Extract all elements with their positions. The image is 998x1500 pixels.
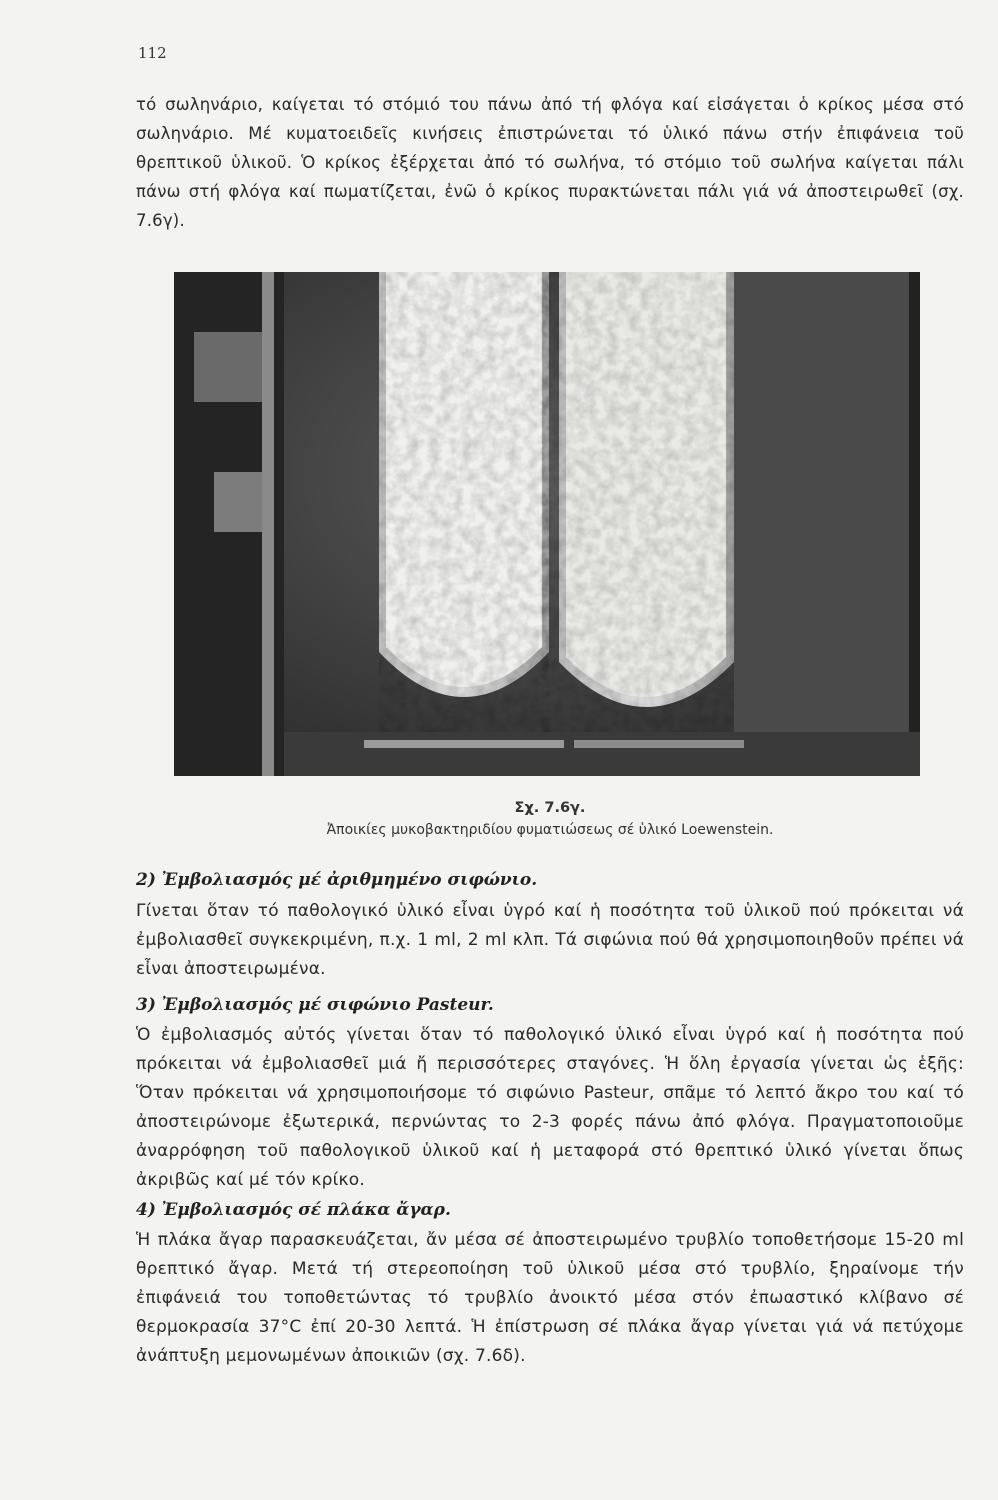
section-heading-3: 3) Ἐμβολιασμός μέ σιφώνιο Pasteur. bbox=[136, 995, 494, 1015]
intro-text: τό σωληνάριο, καίγεται τό στόμιό του πάνω ἀπό τή φλόγα καί εἰσάγεται ὁ κρίκος μέσα στό σωληνάριο. Μέ κυματοειδεῖς κινήσεις ἐπιστρώνεται τό ὑλικό πάνω στήν ἐπιφάνεια τοῦ θρεπτικοῦ ὑλικοῦ. Ὁ κρίκος ἐξέρχεται ἀπό τό σωλήνα, τό στόμιο τοῦ σωλήνα καίγεται πάλι πάνω στή φλόγα καί πωματίζεται, ἐνῶ ὁ κρίκος πυρακτώνεται πάλι γιά νά ἀποστειρωθεῖ (σχ. 7.6γ). bbox=[136, 95, 964, 230]
section-heading-4: 4) Ἐμβολιασμός σέ πλάκα ἄγαρ. bbox=[136, 1200, 451, 1220]
section-body-4 bbox=[136, 1226, 964, 1371]
figure-photo-culture-tubes bbox=[174, 272, 920, 776]
figure-label: Σχ. 7.6γ. bbox=[514, 800, 586, 816]
section-text-2: Γίνεται ὅταν τό παθολογικό ὑλικό εἶναι ὑγρό καί ἡ ποσότητα τοῦ ὑλικοῦ πού πρόκειται νά ἐμβολιασθεῖ συγκεκριμένη, π.χ. 1 ml, 2 ml κλπ. Τά σιφώνια πού θά χρησιμοποιηθοῦν πρέπει νά εἶναι ἀποστειρωμένα. bbox=[136, 901, 964, 979]
intro-paragraph bbox=[136, 90, 964, 235]
section-body-3 bbox=[136, 1021, 964, 1195]
section-heading-2: 2) Ἐμβολιασμός μέ ἀριθμημένο σιφώνιο. bbox=[136, 870, 538, 890]
section-text-3: Ὁ ἐμβολιασμός αὐτός γίνεται ὅταν τό παθολογικό ὑλικό εἶναι ὑγρό καί ἡ ποσότητα πού πρόκειται νά ἐμβολιασθεῖ μιά ἤ περισσότερες σταγόνες. Ἡ ὅλη ἐργασία γίνεται ὡς ἑξῆς: Ὅταν πρόκειται νά χρησιμοποιήσομε τό σιφώνιο Pasteur, σπᾶμε τό λεπτό ἄκρο του καί τό ἀποστειρώνομε ἐξωτερικά, περνώντας το 2-3 φορές πάνω ἀπό φλόγα. Πραγματοποιοῦμε ἀναρρόφηση τοῦ παθολογικοῦ ὑλικοῦ καί ἡ μεταφορά στό θρεπτικό ὑλικό γίνεται ὅπως ἀκριβῶς καί μέ τόν κρίκο. bbox=[136, 1025, 964, 1190]
section-text-4: Ἡ πλάκα ἄγαρ παρασκευάζεται, ἄν μέσα σέ ἀποστειρωμένο τρυβλίο τοποθετήσομε 15-20 ml θρεπτικό ἄγαρ. Μετά τή στερεοποίηση τοῦ ὑλικοῦ μέσα στό τρυβλίο, ξηραίνομε τήν ἐπιφάνειά του τοποθετώντας τό τρυβλίο ἀνοικτό μέσα στόν ἐπωαστικό κλίβανο σέ θερμοκρασία 37°C ἐπί 20-30 λεπτά. Ἡ ἐπίστρωση σέ πλάκα ἄγαρ γίνεται γιά νά πετύχομε ἀνάπτυξη μεμονωμένων ἀποικιῶν (σχ. 7.6δ). bbox=[136, 1230, 964, 1366]
page-number: 112 bbox=[138, 44, 167, 62]
section-body-2 bbox=[136, 897, 964, 984]
figure-caption: Ἀποικίες μυκοβακτηριδίου φυματιώσεως σέ ὑλικό Loewenstein. bbox=[326, 822, 774, 838]
